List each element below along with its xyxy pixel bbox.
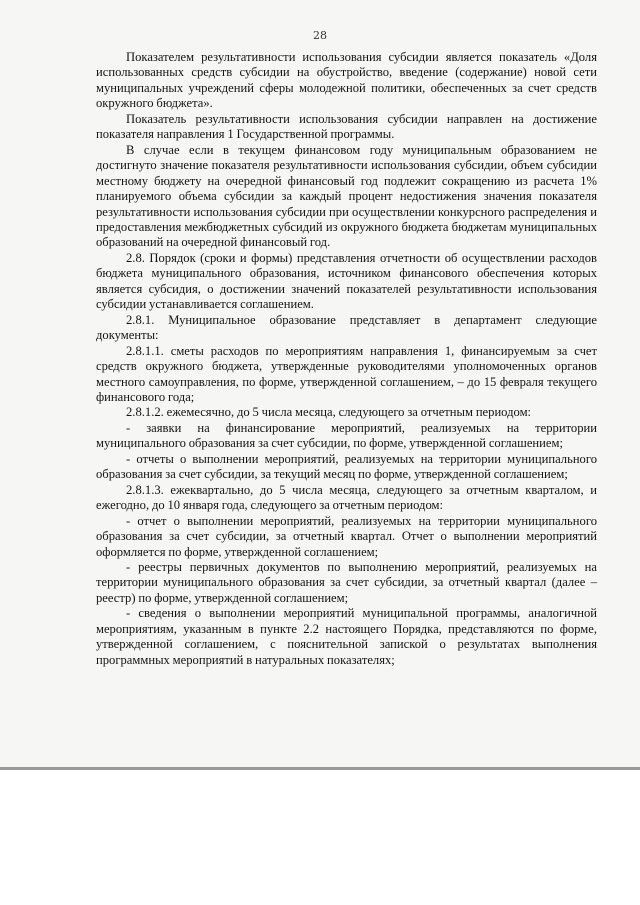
list-item-registers: - реестры первичных документов по выполнению мероприятий, реализуемых на территории муниципального образования за счет субсидии, за отчетный квартал (далее – реестр) по форме, утвержденной соглашением; bbox=[96, 559, 597, 605]
paragraph-2-8-1-3-quarterly: 2.8.1.3. ежеквартально, до 5 числа месяца, следующего за отчетным кварталом, и ежегодно, до 10 января года, следующего за отчетным периодом: bbox=[96, 482, 597, 513]
paragraph-2-8-1-2-monthly: 2.8.1.2. ежемесячно, до 5 числа месяца, следующего за отчетным периодом: bbox=[126, 405, 532, 420]
list-item-quarterly-report: - отчет о выполнении мероприятий, реализуемых на территории муниципального образования за счет субсидии, за отчетный квартал. Отчет о выполнении мероприятий оформляется по форме, утвержденной соглашением; bbox=[96, 513, 597, 559]
list-item-program-information: - сведения о выполнении мероприятий муниципальной программы, аналогичной мероприятиям, указанным в пункте 2.2 настоящего Порядка, представляются по форме, утвержденной соглашением, с пояснительной запиской о результатах выполнения программных мероприятий в натуральных показателях; bbox=[96, 606, 597, 667]
paragraph-indicator-purpose: Показатель результативности использования субсидии направлен на достижение показателя направления 1 Государственной программы. bbox=[96, 111, 597, 142]
list-item-funding-requests: - заявки на финансирование мероприятий, реализуемых на территории муниципального образования за счет субсидии, по форме, утвержденной соглашением; bbox=[96, 420, 597, 451]
paragraph-2-8-reporting-order: 2.8. Порядок (сроки и формы) представления отчетности об осуществлении расходов бюджета муниципального образования, источником финансового обеспечения которых является субсидия, о достижении значений показателей результативности использования субсидии устанавливается соглашением. bbox=[96, 250, 597, 312]
page-number: 28 bbox=[313, 29, 327, 42]
paragraph-subsidy-reduction: В случае если в текущем финансовом году муниципальным образованием не достигнуто значение показателя результативности использования субсидии, объем субсидии местному бюджету на очередной финансовый год подлежит сокращению из расчета 1% планируемого объема субсидии за каждый процент недостижения значения показателя результативности использования субсидии при осуществлении конкурсного распределения и предоставления межбюджетных субсидий из окружного бюджета бюджетам муниципальных образований на очередной финансовый год. bbox=[96, 142, 597, 250]
paragraph-indicator-definition: Показателем результативности использования субсидии является показатель «Доля использованных средств субсидии на обустройство, введение (содержание) новой сети муниципальных учреждений сферы молодежной политики, обеспеченных за счет средств окружного бюджета». bbox=[96, 50, 597, 111]
list-item-monthly-reports: - отчеты о выполнении мероприятий, реализуемых на территории муниципального образования за счет субсидии, за текущий месяц по форме, утвержденной соглашением; bbox=[96, 451, 597, 482]
paragraph-2-8-1-documents: 2.8.1. Муниципальное образование представляет в департамент следующие документы: bbox=[96, 312, 597, 343]
paragraph-2-8-1-1-estimates: 2.8.1.1. сметы расходов по мероприятиям направления 1, финансируемым за счет средств окружного бюджета, утвержденные руководителями уполномоченных органов местного самоуправления, по форме, утвержденной соглашением, – до 15 февраля текущего финансового года; bbox=[96, 343, 597, 404]
document-body bbox=[96, 50, 597, 668]
